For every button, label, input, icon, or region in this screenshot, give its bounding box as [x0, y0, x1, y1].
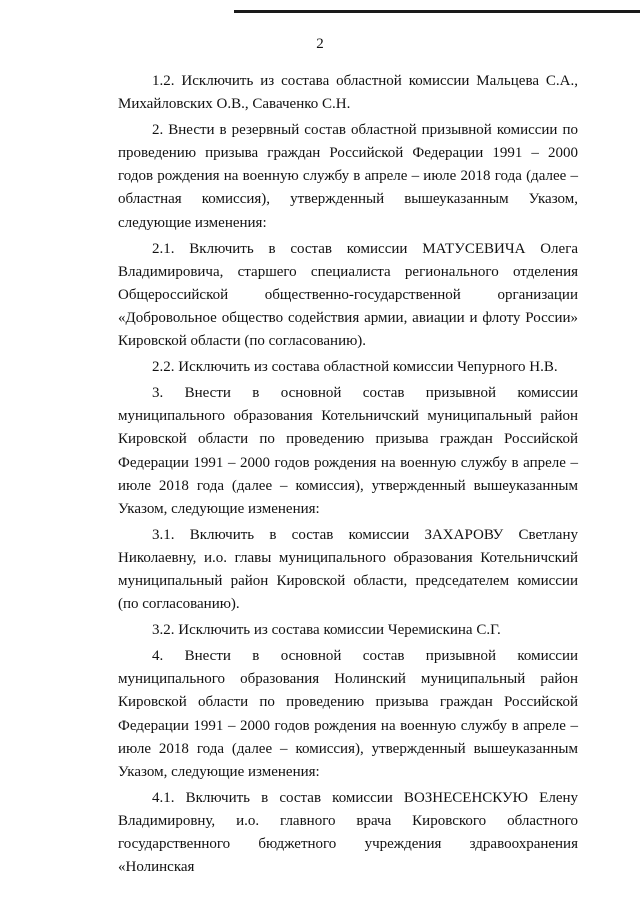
paragraph-4: 4. Внести в основной состав призывной комиссии муниципального образования Нолинский муниципальный район Кировской области по проведению призыва граждан Российской Федерации 1991 – 2000 годов рождения на военную службу в апреле – июле 2018 года (далее – комиссия), утвержденный вышеуказанным Указом, следующие изменения:: [118, 648, 578, 780]
paragraph-1-2: 1.2. Исключить из состава областной комиссии Мальцева С.А., Михайловских О.В., Саваченко С.Н.: [118, 73, 578, 113]
paragraph-2-2: 2.2. Исключить из состава областной комиссии Чепурного Н.В.: [152, 359, 558, 376]
top-rule: [234, 10, 640, 13]
paragraph-3-1: 3.1. Включить в состав комиссии ЗАХАРОВУ Светлану Николаевну, и.о. главы муниципального образования Котельничский муниципальный район Кировской области, председателем комиссии (по согласованию).: [118, 526, 578, 613]
document-body: [118, 70, 578, 882]
page-number: 2: [316, 36, 324, 52]
paragraph-2-1: 2.1. Включить в состав комиссии МАТУСЕВИЧА Олега Владимировича, старшего специалиста регионального отделения Общероссийской общественно-государственной организации «Добровольное общество содействия армии, авиации и флоту России» Кировской области (по согласованию).: [118, 240, 578, 350]
paragraph-3: 3. Внести в основной состав призывной комиссии муниципального образования Котельничский муниципальный район Кировской области по проведению призыва граждан Российской Федерации 1991 – 2000 годов рождения на военную службу в апреле – июле 2018 года (далее – комиссия), утвержденный вышеуказанным Указом, следующие изменения:: [118, 385, 578, 517]
paragraph-4-1: 4.1. Включить в состав комиссии ВОЗНЕСЕНСКУЮ Елену Владимировну, и.о. главного врача Кировского областного государственного бюджетного учреждения здравоохранения «Нолинская: [118, 789, 578, 876]
paragraph-3-2: 3.2. Исключить из состава комиссии Черемискина С.Г.: [152, 622, 501, 639]
paragraph-2: 2. Внести в резервный состав областной призывной комиссии по проведению призыва граждан Российской Федерации 1991 – 2000 годов рождения на военную службу в апреле – июле 2018 года (далее – областная комиссия), утвержденный вышеуказанным Указом, следующие изменения:: [118, 122, 578, 231]
